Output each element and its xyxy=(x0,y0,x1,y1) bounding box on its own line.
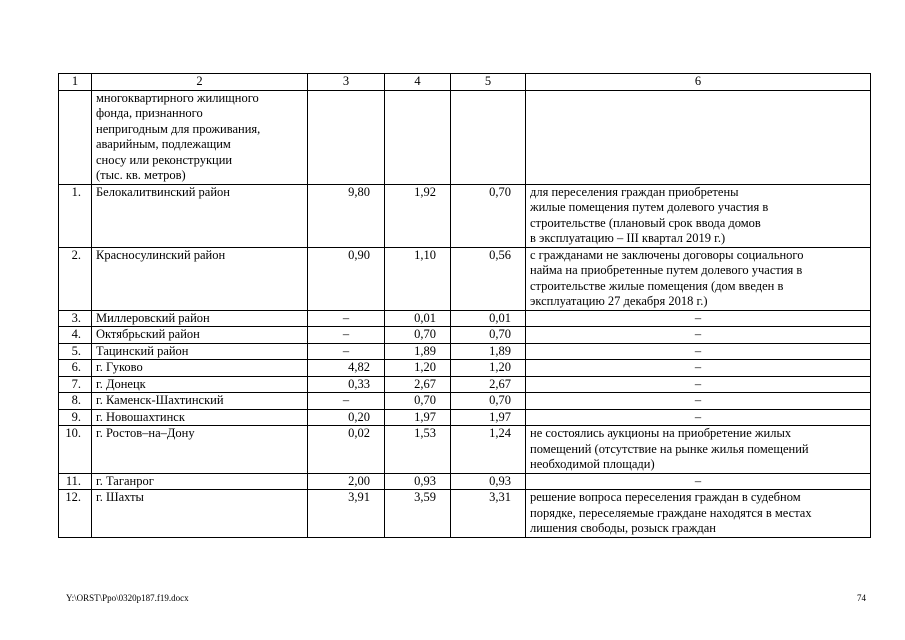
row-value-5: 0,70 xyxy=(451,327,526,344)
row-number: 11. xyxy=(59,473,92,490)
table-row xyxy=(59,490,871,538)
header-col-2: 2 xyxy=(92,74,308,91)
continuation-line: аварийным, подлежащим xyxy=(96,137,231,151)
row-value-3: 0,33 xyxy=(308,376,385,393)
row-value-3: 3,91 xyxy=(308,490,385,538)
row-value-5: 0,70 xyxy=(451,184,526,247)
row-number: 8. xyxy=(59,393,92,410)
table-row xyxy=(59,376,871,393)
row-note-line: не состоялись аукционы на приобретение жилых xyxy=(530,426,792,440)
row-note xyxy=(526,327,871,344)
row-note-line: решение вопроса переселения граждан в судебном xyxy=(530,490,801,504)
row-number: 7. xyxy=(59,376,92,393)
table-row xyxy=(59,360,871,377)
row-district: Красносулинский район xyxy=(92,247,308,310)
row-note xyxy=(526,376,871,393)
row-value-5: 1,97 xyxy=(451,409,526,426)
row-value-5: 2,67 xyxy=(451,376,526,393)
table-row xyxy=(59,343,871,360)
header-col-4: 4 xyxy=(385,74,451,91)
row-district: г. Шахты xyxy=(92,490,308,538)
row-number: 3. xyxy=(59,310,92,327)
row-note-line: в эксплуатацию – III квартал 2019 г.) xyxy=(530,231,726,245)
row-value-5: 1,20 xyxy=(451,360,526,377)
row-value-5: 0,56 xyxy=(451,247,526,310)
table-row xyxy=(59,247,871,310)
table-row xyxy=(59,184,871,247)
row-value-3: – xyxy=(308,393,385,410)
continuation-line: непригодным для проживания, xyxy=(96,121,261,136)
row-district: г. Гуково xyxy=(92,360,308,377)
continuation-cell-6 xyxy=(526,90,871,184)
continuation-line: многоквартирного жилищного xyxy=(96,90,259,105)
row-value-3: 0,20 xyxy=(308,409,385,426)
table-row xyxy=(59,426,871,474)
table-row xyxy=(59,409,871,426)
continuation-cell-5 xyxy=(451,90,526,184)
row-note xyxy=(526,310,871,327)
row-value-5: 1,89 xyxy=(451,343,526,360)
row-note-line: помещений (отсутствие на рынке жилья помещений xyxy=(530,441,809,456)
row-note-line: – xyxy=(694,393,702,407)
row-district: г. Таганрог xyxy=(92,473,308,490)
table-row xyxy=(59,393,871,410)
row-value-3: 0,90 xyxy=(308,247,385,310)
table-row xyxy=(59,310,871,327)
row-value-5: 1,24 xyxy=(451,426,526,474)
row-note xyxy=(526,393,871,410)
row-note-line: жилые помещения путем долевого участия в xyxy=(530,200,769,214)
continuation-text xyxy=(92,90,308,184)
row-value-3: 2,00 xyxy=(308,473,385,490)
row-value-3: – xyxy=(308,310,385,327)
continuation-line: (тыс. кв. метров) xyxy=(96,168,186,182)
row-value-4: 1,20 xyxy=(385,360,451,377)
row-number: 12. xyxy=(59,490,92,538)
row-note-line: строительстве жилые помещения (дом введен в xyxy=(530,278,784,293)
row-value-4: 0,70 xyxy=(385,327,451,344)
row-value-4: 1,10 xyxy=(385,247,451,310)
row-value-5: 0,93 xyxy=(451,473,526,490)
header-row xyxy=(59,74,871,91)
row-value-4: 1,89 xyxy=(385,343,451,360)
row-number: 5. xyxy=(59,343,92,360)
row-district: Тацинский район xyxy=(92,343,308,360)
row-note xyxy=(526,343,871,360)
row-value-3: 4,82 xyxy=(308,360,385,377)
row-district: г. Новошахтинск xyxy=(92,409,308,426)
row-value-4: 1,97 xyxy=(385,409,451,426)
row-note-line: – xyxy=(694,473,702,488)
row-value-4: 0,70 xyxy=(385,393,451,410)
header-col-1: 1 xyxy=(59,74,92,91)
row-note-line: порядке, переселяемые граждане находятся в местах xyxy=(530,505,812,520)
row-note-line: – xyxy=(694,310,702,325)
row-note-line: – xyxy=(694,409,702,424)
row-note xyxy=(526,490,871,538)
row-district: Белокалитвинский район xyxy=(92,184,308,247)
row-value-4: 1,53 xyxy=(385,426,451,474)
row-value-3: 9,80 xyxy=(308,184,385,247)
header-col-3: 3 xyxy=(308,74,385,91)
row-district: г. Донецк xyxy=(92,376,308,393)
row-value-4: 1,92 xyxy=(385,184,451,247)
header-col-5: 5 xyxy=(451,74,526,91)
row-note-line: – xyxy=(694,360,702,374)
row-district: г. Каменск-Шахтинский xyxy=(92,393,308,410)
row-district: Миллеровский район xyxy=(92,310,308,327)
row-note xyxy=(526,409,871,426)
row-note xyxy=(526,426,871,474)
row-note xyxy=(526,473,871,490)
row-note xyxy=(526,247,871,310)
row-note-line: – xyxy=(694,327,702,341)
continuation-row xyxy=(59,90,871,184)
row-note xyxy=(526,360,871,377)
row-value-4: 0,01 xyxy=(385,310,451,327)
row-note-line: – xyxy=(694,343,702,358)
continuation-cell-4 xyxy=(385,90,451,184)
data-table xyxy=(58,73,871,538)
row-note-line: для переселения граждан приобретены xyxy=(530,184,739,199)
header-col-6: 6 xyxy=(526,74,871,91)
continuation-line: сносу или реконструкции xyxy=(96,152,233,167)
row-note xyxy=(526,184,871,247)
footer-file-path: Y:\ORST\Ppo\0320p187.f19.docx xyxy=(66,593,189,603)
row-note-line: строительстве (плановый срок ввода домов xyxy=(530,215,761,230)
row-note-line: лишения свободы, розыск граждан xyxy=(530,521,716,535)
row-value-5: 0,70 xyxy=(451,393,526,410)
row-number: 2. xyxy=(59,247,92,310)
footer-page-number: 74 xyxy=(857,593,866,603)
row-number: 1. xyxy=(59,184,92,247)
continuation-cell-1 xyxy=(59,90,92,184)
continuation-line: фонда, признанного xyxy=(96,106,203,120)
row-district: Октябрьский район xyxy=(92,327,308,344)
row-value-5: 0,01 xyxy=(451,310,526,327)
table-row xyxy=(59,473,871,490)
row-note-line: с гражданами не заключены договоры социального xyxy=(530,247,804,262)
row-number: 4. xyxy=(59,327,92,344)
continuation-cell-3 xyxy=(308,90,385,184)
row-value-4: 0,93 xyxy=(385,473,451,490)
row-note-line: – xyxy=(694,376,702,391)
row-value-3: 0,02 xyxy=(308,426,385,474)
table-row xyxy=(59,327,871,344)
row-value-5: 3,31 xyxy=(451,490,526,538)
row-number: 6. xyxy=(59,360,92,377)
row-district: г. Ростов–на–Дону xyxy=(92,426,308,474)
row-note-line: найма на приобретенные путем долевого участия в xyxy=(530,263,803,277)
row-note-line: эксплуатацию 27 декабря 2018 г.) xyxy=(530,294,708,308)
row-value-4: 3,59 xyxy=(385,490,451,538)
row-note-line: необходимой площади) xyxy=(530,457,655,471)
row-value-3: – xyxy=(308,343,385,360)
row-value-4: 2,67 xyxy=(385,376,451,393)
row-value-3: – xyxy=(308,327,385,344)
row-number: 10. xyxy=(59,426,92,474)
row-number: 9. xyxy=(59,409,92,426)
